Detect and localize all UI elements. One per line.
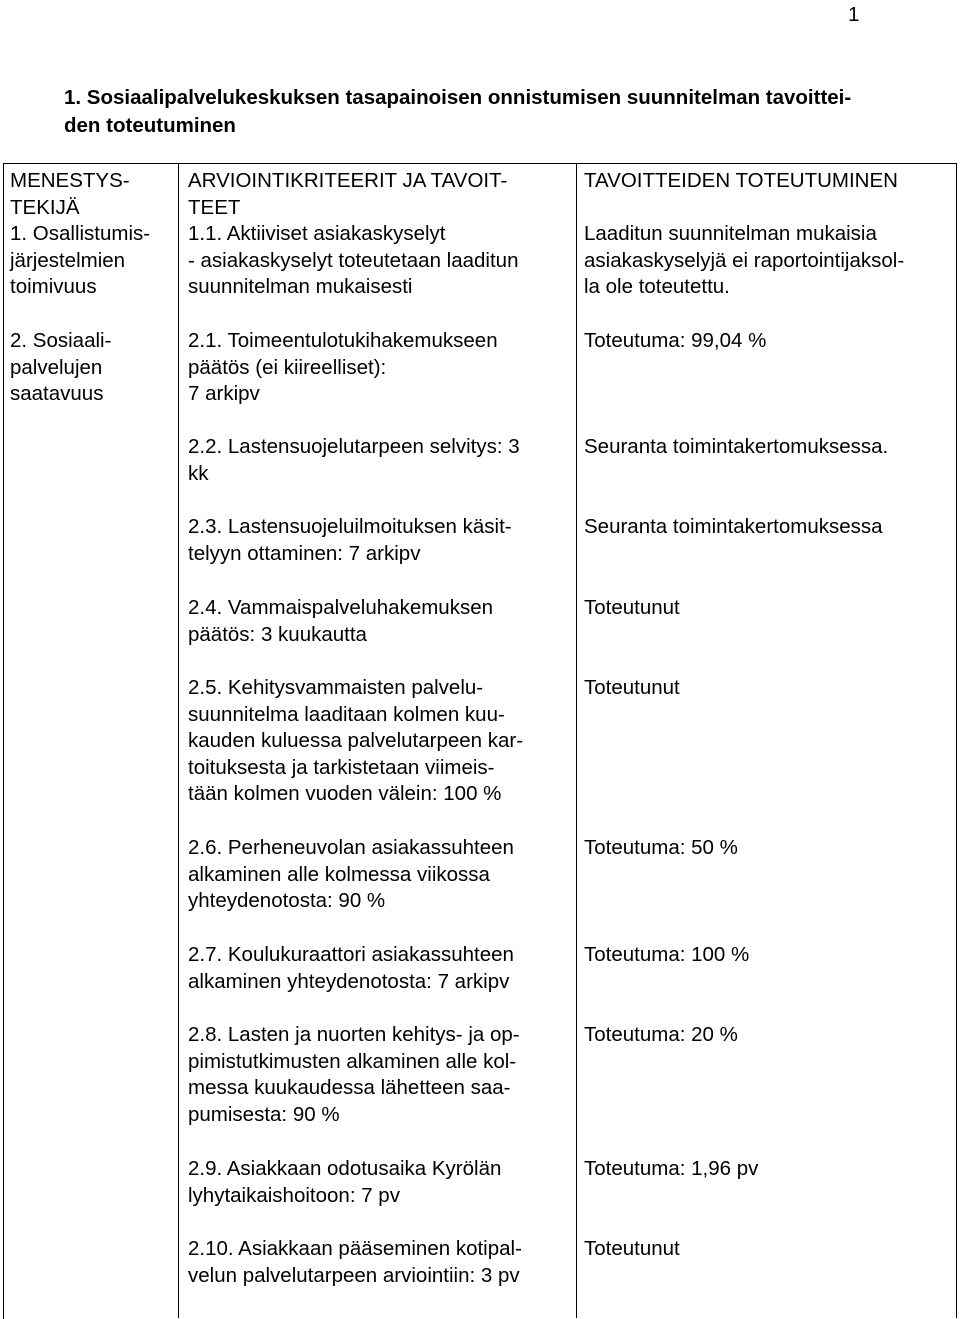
criterion-2-9 (188, 1156, 573, 1209)
criterion-1-1 (188, 221, 573, 301)
header-line: TEET (188, 195, 241, 219)
result-line: Toteutuma: 100 % (584, 943, 750, 966)
factor-line: palvelujen (10, 355, 103, 379)
result-2-2 (584, 434, 949, 461)
criterion-line: suunnitelma laaditaan kolmen kuu- (188, 702, 505, 726)
criterion-line: pimistutkimusten alkaminen alle kol- (188, 1049, 517, 1073)
criterion-2-6 (188, 835, 573, 915)
factor-line: järjestelmien (10, 248, 126, 272)
header-line: ARVIOINTIKRITEERIT JA TAVOIT- (188, 169, 508, 192)
title-line: 1. Sosiaalipalvelukeskuksen tasapainoisen onnistumisen suunnitelman tavoittei- (64, 86, 852, 109)
criterion-line: kk (188, 461, 209, 485)
criterion-line: 2.5. Kehitysvammaisten palvelu- (188, 676, 484, 699)
factor-2 (10, 328, 170, 408)
page-number: 1 (848, 3, 860, 26)
header-success-factor (10, 168, 170, 221)
factor-line: 2. Sosiaali- (10, 329, 112, 352)
result-2-9 (584, 1156, 949, 1183)
criterion-line: alkaminen alle kolmessa viikossa (188, 862, 490, 886)
result-line: Toteutunut (584, 596, 680, 619)
criterion-line: toituksesta ja tarkistetaan viimeis- (188, 755, 495, 779)
criterion-line: yhteydenotosta: 90 % (188, 889, 386, 912)
criterion-line: kauden kuluessa palvelutarpeen kar- (188, 729, 524, 752)
result-line: Seuranta toimintakertomuksessa. (584, 435, 889, 458)
criterion-2-4 (188, 595, 573, 648)
result-line: Toteutuma: 1,96 pv (584, 1157, 759, 1180)
result-2-3 (584, 514, 949, 541)
result-line: la ole toteutettu. (584, 275, 730, 298)
criterion-line: 2.6. Perheneuvolan asiakassuhteen (188, 836, 514, 859)
header-line: TEKIJÄ (10, 195, 80, 219)
result-line: Laaditun suunnitelman mukaisia (584, 222, 877, 245)
criterion-line: 2.9. Asiakkaan odotusaika Kyrölän (188, 1157, 502, 1180)
criterion-line: 2.2. Lastensuojelutarpeen selvitys: 3 (188, 435, 520, 458)
criterion-line: päätös: 3 kuukautta (188, 622, 367, 646)
column-divider (178, 163, 179, 1318)
criterion-line: - asiakaskyselyt toteutetaan laaditun (188, 248, 519, 272)
document-title (64, 84, 944, 140)
result-line: Toteutunut (584, 1237, 680, 1260)
criterion-2-8 (188, 1022, 573, 1128)
header-criteria (188, 168, 573, 221)
result-2-10 (584, 1236, 949, 1263)
criterion-line: päätös (ei kiireelliset): (188, 355, 387, 379)
criterion-line: velun palvelutarpeen arviointiin: 3 pv (188, 1263, 520, 1287)
criterion-line: 2.10. Asiakkaan pääseminen kotipal- (188, 1237, 522, 1260)
result-2-7 (584, 942, 949, 969)
criterion-2-10 (188, 1236, 573, 1289)
result-2-4 (584, 595, 949, 622)
criterion-line: 2.8. Lasten ja nuorten kehitys- ja op- (188, 1023, 520, 1046)
criterion-line: tään kolmen vuoden välein: 100 % (188, 782, 502, 805)
result-1-1 (584, 221, 949, 301)
header-line: TAVOITTEIDEN TOTEUTUMINEN (584, 169, 898, 192)
criterion-line: 2.3. Lastensuojeluilmoituksen käsit- (188, 515, 512, 538)
factor-line: toimivuus (10, 275, 97, 298)
result-2-8 (584, 1022, 949, 1049)
criterion-line: suunnitelman mukaisesti (188, 275, 413, 298)
criterion-2-1 (188, 328, 573, 408)
result-2-1 (584, 328, 949, 355)
result-line: Seuranta toimintakertomuksessa (584, 515, 883, 538)
table-right-border (956, 163, 957, 1318)
criterion-line: 2.7. Koulukuraattori asiakassuhteen (188, 943, 514, 966)
header-line: MENESTYS- (10, 169, 130, 192)
result-line: Toteutuma: 50 % (584, 836, 738, 859)
criterion-line: 2.4. Vammaispalveluhakemuksen (188, 596, 493, 619)
result-line: Toteutuma: 20 % (584, 1023, 738, 1046)
criterion-line: 2.1. Toimeentulotukihakemukseen (188, 329, 498, 352)
criterion-line: 1.1. Aktiiviset asiakaskyselyt (188, 222, 446, 245)
criterion-2-3 (188, 514, 573, 567)
criterion-line: alkaminen yhteydenotosta: 7 arkipv (188, 969, 510, 993)
criterion-line: lyhytaikaishoitoon: 7 pv (188, 1183, 400, 1207)
factor-1 (10, 221, 170, 301)
result-line: Toteutunut (584, 676, 680, 699)
criterion-2-7 (188, 942, 573, 995)
criterion-line: 7 arkipv (188, 382, 260, 405)
criterion-2-2 (188, 434, 573, 487)
column-divider (576, 163, 577, 1318)
header-achievement (584, 168, 949, 195)
criterion-line: telyyn ottaminen: 7 arkipv (188, 541, 421, 565)
factor-line: saatavuus (10, 382, 104, 405)
result-line: Toteutuma: 99,04 % (584, 329, 767, 352)
factor-line: 1. Osallistumis- (10, 222, 151, 245)
result-2-5 (584, 675, 949, 702)
criterion-line: pumisesta: 90 % (188, 1102, 340, 1126)
title-line: den toteutuminen (64, 114, 236, 137)
criterion-line: messa kuukaudessa lähetteen saa- (188, 1076, 511, 1099)
result-2-6 (584, 835, 949, 862)
result-line: asiakaskyselyjä ei raportointijaksol- (584, 248, 905, 272)
criterion-2-5 (188, 675, 573, 808)
